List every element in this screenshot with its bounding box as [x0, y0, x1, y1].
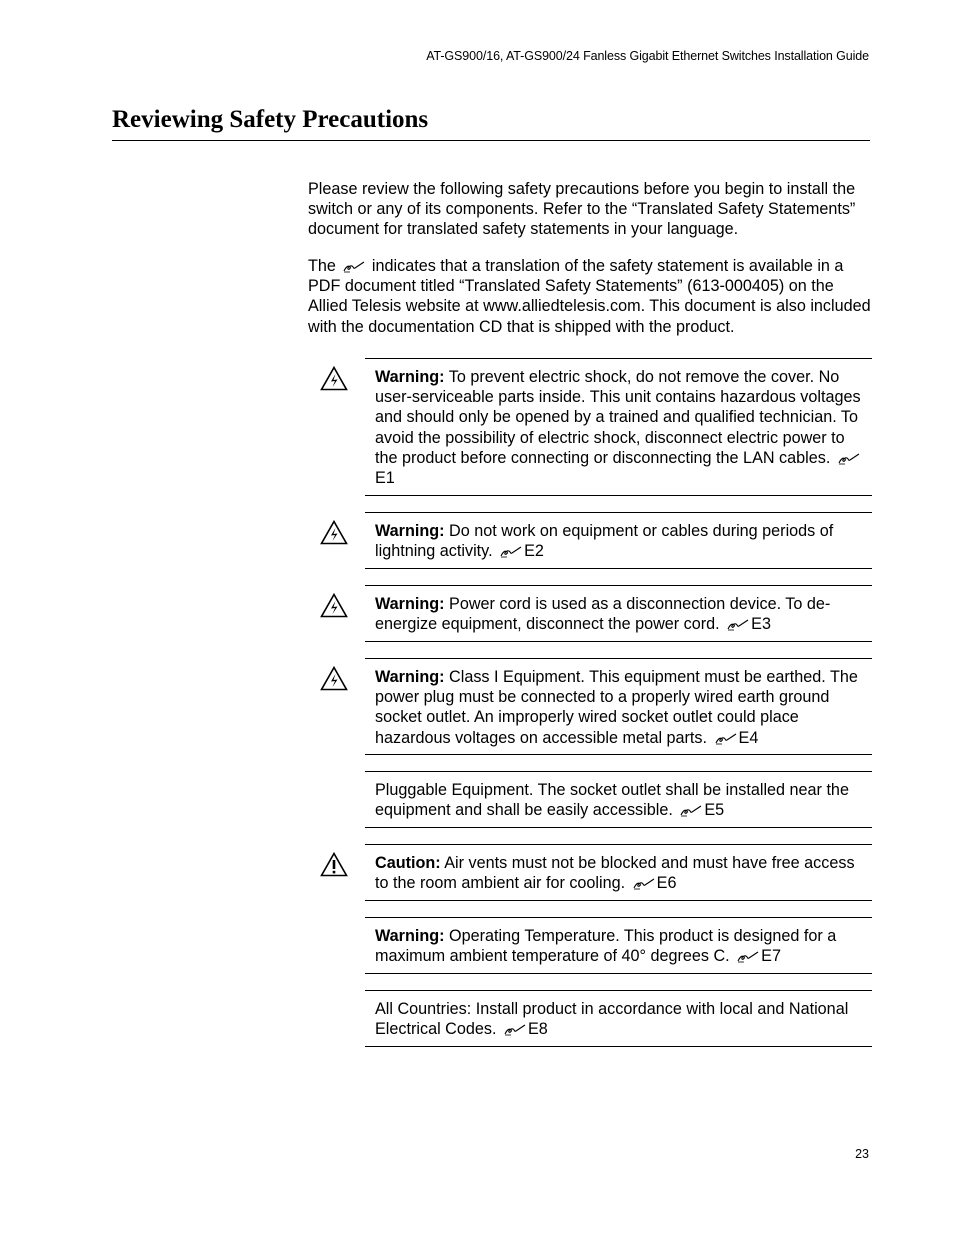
notice-body: All Countries: Install product in accordance with local and National Electrical Codes. [375, 1000, 849, 1039]
statement-code: E4 [738, 728, 759, 747]
notice-body: Do not work on equipment or cables during periods of lightning activity. [375, 522, 834, 561]
translation-pen-icon [714, 733, 738, 745]
notice-body: Air vents must not be blocked and must have free access to the room ambient air for cooling. [375, 854, 855, 893]
page-title: Reviewing Safety Precautions [112, 106, 429, 133]
notice-label: Warning: [375, 368, 445, 386]
electrical-hazard-icon [320, 666, 348, 691]
notice-label: Warning: [375, 595, 445, 613]
translation-note-lead: The [308, 257, 336, 275]
translation-pen-icon [726, 619, 750, 631]
statement-code: E2 [524, 542, 544, 561]
translation-pen-icon [342, 261, 366, 273]
notice-label: Warning: [375, 522, 445, 540]
notice-label: Warning: [375, 668, 445, 686]
translation-pen-icon [503, 1024, 527, 1036]
statement-notice [365, 990, 872, 1047]
statement-notice [365, 771, 872, 828]
warning-notice-text [375, 594, 867, 634]
notice-body: To prevent electric shock, do not remove the cover. No user-serviceable parts inside. This unit contains hazardous voltages and should only be opened by a trained and qualified technician. To avoid the possibility of electric shock, disconnect electric power to the product before connecting or disconnecting the LAN cables. [375, 368, 861, 467]
caution-icon [320, 852, 348, 877]
translation-pen-icon [679, 805, 703, 817]
statement-code: E8 [527, 1020, 548, 1039]
warning-notice-text [375, 667, 867, 748]
page-number: 23 [855, 1147, 869, 1161]
notice-body: Power cord is used as a disconnection device. To de-energize equipment, disconnect the power cord. [375, 595, 831, 634]
warning-notice [365, 358, 872, 496]
electrical-hazard-icon [320, 593, 348, 618]
translation-pen-icon [837, 453, 861, 465]
warning-notice-text [375, 926, 867, 966]
notice-body: Operating Temperature. This product is designed for a maximum ambient temperature of 40° degrees C. [375, 927, 837, 966]
notice-body: Class I Equipment. This equipment must be earthed. The power plug must be connected to a properly wired earth ground socket outlet. An improperly wired socket outlet could place hazardous voltages on accessible metal parts. [375, 668, 858, 747]
warning-notice [365, 658, 872, 755]
warning-notice-text [375, 521, 867, 561]
statement-code: E6 [656, 874, 677, 893]
warning-notice [365, 917, 872, 974]
warning-notice [365, 512, 872, 569]
caution-notice [365, 844, 872, 901]
electrical-hazard-icon [320, 520, 348, 545]
translation-pen-icon [632, 878, 656, 890]
translation-pen-icon [736, 951, 760, 963]
statement-code: E7 [761, 947, 781, 966]
notice-label: Warning: [375, 927, 445, 945]
running-header: AT-GS900/16, AT-GS900/24 Fanless Gigabit Ethernet Switches Installation Guide [426, 49, 869, 63]
caution-notice-text [375, 853, 867, 893]
warning-notice-text [375, 367, 867, 488]
translation-note-paragraph [308, 256, 874, 337]
warning-notice [365, 585, 872, 642]
notice-label: Caution: [375, 854, 441, 872]
intro-paragraph: Please review the following safety precautions before you begin to install the switch or any of its components. Refer to the “Translated Safety Statements” document for translated safety statements in your language. [308, 180, 856, 239]
notice-body: Pluggable Equipment. The socket outlet shall be installed near the equipment and shall be easily accessible. [375, 781, 849, 820]
statement-code: E5 [704, 801, 725, 820]
electrical-hazard-icon [320, 366, 348, 391]
translation-pen-icon [499, 546, 523, 558]
statement-notice-text [375, 780, 867, 820]
statement-code: E3 [751, 615, 771, 634]
title-divider [112, 140, 870, 141]
statement-notice-text [375, 999, 867, 1039]
translation-note-text: indicates that a translation of the safety statement is available in a PDF document titled “Translated Safety Statements” (613-000405) on the Allied Telesis website at www.alliedtelesis.com. This document is also included with the documentation CD that is shipped with the product. [308, 257, 871, 336]
statement-code: E1 [375, 469, 395, 488]
